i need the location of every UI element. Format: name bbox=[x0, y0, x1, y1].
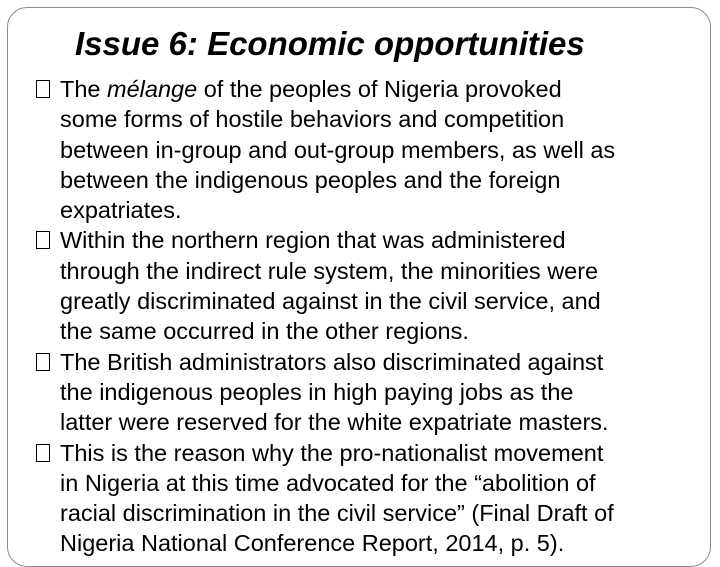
bullet-line: The British administrators also discriminated against bbox=[60, 348, 604, 375]
bullet-line: the same occurred in the other regions. bbox=[60, 318, 469, 345]
bullet-line: latter were reserved for the white expatriate masters. bbox=[60, 409, 609, 436]
bullet-line: This is the reason why the pro-nationalist movement bbox=[60, 439, 604, 466]
bullet-line: Nigeria National Conference Report, 2014, p. 5). bbox=[60, 530, 565, 557]
bullet-line: through the indirect rule system, the minorities were bbox=[60, 257, 599, 284]
square-bullet-icon bbox=[36, 231, 50, 249]
bullet-item bbox=[36, 347, 696, 438]
bullet-line: in Nigeria at this time advocated for the “abolition of bbox=[60, 469, 596, 496]
square-bullet-icon bbox=[36, 353, 50, 371]
bullet-item bbox=[36, 225, 696, 346]
bullet-line: greatly discriminated against in the civil service, and bbox=[60, 288, 601, 315]
bullet-line: between in-group and out-group members, as well as bbox=[60, 136, 616, 163]
bullet-line: between the indigenous peoples and the foreign bbox=[60, 166, 561, 193]
bullet-line bbox=[60, 74, 696, 104]
bullet-line: some forms of hostile behaviors and competition bbox=[60, 106, 565, 133]
bullet-line: racial discrimination in the civil service” (Final Draft of bbox=[60, 500, 614, 527]
bullet-line: expatriates. bbox=[60, 197, 182, 224]
text-run: of the peoples of Nigeria provoked bbox=[197, 76, 562, 102]
bullet-list bbox=[36, 74, 696, 559]
bullet-line: Within the northern region that was administered bbox=[60, 227, 566, 254]
slide-title: Issue 6: Economic opportunities bbox=[75, 25, 585, 62]
square-bullet-icon bbox=[36, 80, 50, 98]
bullet-item bbox=[36, 438, 696, 559]
emphasis-text: mélange bbox=[107, 76, 198, 102]
text-run: The bbox=[60, 76, 108, 102]
bullet-line: the indigenous peoples in high paying jobs as the bbox=[60, 378, 574, 405]
square-bullet-icon bbox=[36, 444, 50, 462]
bullet-item bbox=[36, 74, 696, 225]
